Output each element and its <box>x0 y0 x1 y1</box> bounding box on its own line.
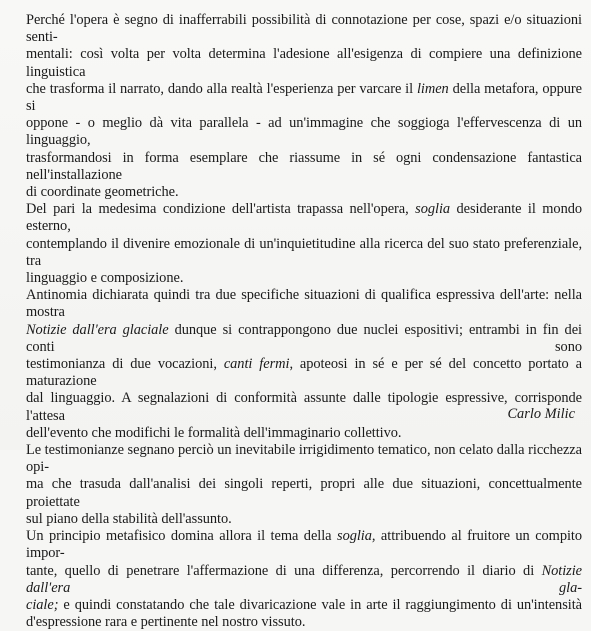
paragraph <box>26 287 582 442</box>
italic-text: Notizie dall'era glaciale <box>26 321 169 338</box>
text-line <box>26 614 582 631</box>
text-line <box>26 390 582 424</box>
text-line <box>26 184 582 201</box>
text-run: ma che trasuda dall'analisi dei singoli reperti, propri alle due situazioni, concettualmente proiettate <box>26 476 582 510</box>
text-run: di coordinate geometriche. <box>26 184 179 201</box>
text-line <box>26 597 582 614</box>
text-run: dal linguaggio. A segnalazioni di conformità assunte dalle tipologie espressive, corrisponde l'attesa <box>26 390 582 424</box>
text-line <box>26 356 582 390</box>
text-line <box>26 150 582 184</box>
text-run: Antinomia dichiarata quindi tra due specifiche situazioni di qualifica espressiva dell'arte: nella mostra <box>26 287 582 321</box>
author-signature: Carlo Milic <box>507 406 575 422</box>
italic-text: canti fermi <box>223 356 290 373</box>
italic-text: soglia, <box>337 528 376 545</box>
text-line <box>26 322 582 356</box>
italic-text: soglia <box>415 201 451 218</box>
text-line <box>26 476 582 510</box>
text-line <box>26 563 582 597</box>
text-line <box>26 115 582 149</box>
text-run: d'espressione rara e pertinente nel nostro vissuto. <box>26 614 306 631</box>
text-run: oppone - o meglio dà vita parallela - ad un'immagine che soggioga l'effervescenza di un linguaggio, <box>26 115 582 149</box>
text-run: , apoteosi in sé e per sé del concetto portato a maturazione <box>26 356 582 390</box>
text-run: Le testimonianze segnano perciò un inevitabile irrigidimento tematico, non celato dalla ricchezza opi- <box>26 442 582 476</box>
paragraph <box>26 201 582 287</box>
text-line <box>26 511 582 528</box>
text-run: Un principio metafisico domina allora il tema della <box>26 528 338 545</box>
italic-text: limen <box>416 80 449 97</box>
text-run: dell'evento che modifichi le formalità dell'immaginario collettivo. <box>26 424 402 441</box>
text-line <box>26 425 582 442</box>
italic-text: Notizie dall'era gla- <box>26 562 582 596</box>
text-run: tante, quello di penetrare l'affermazione di una differenza, percorrendo il diario di <box>26 562 542 579</box>
paragraph <box>26 12 582 201</box>
text-run: Del pari la medesima condizione dell'artista trapassa nell'opera, <box>26 201 416 218</box>
paragraph <box>26 442 582 528</box>
text-run: contemplando il divenire emozionale di un'inquietitudine alla ricerca del suo stato preferenziale, tra <box>26 235 582 269</box>
text-run: desiderante il mondo esterno, <box>26 201 582 235</box>
text-run: della metafora, oppure si <box>26 80 582 115</box>
text-line <box>26 12 582 46</box>
text-run: e quindi constatando che tale divaricazione vale in arte il raggiungimento di un'intensità <box>58 596 582 613</box>
text-run: linguaggio e composizione. <box>26 270 184 287</box>
text-run: attribuendo al fruitore un compito impor- <box>26 528 583 562</box>
text-line <box>26 201 582 235</box>
text-run: sul piano della stabilità dell'assunto. <box>26 510 232 527</box>
text-line <box>26 287 582 321</box>
text-line <box>26 442 582 476</box>
paragraph <box>26 528 582 631</box>
text-run: che trasforma il narrato, dando alla realtà l'esperienza per varcare il <box>26 80 417 97</box>
text-run: Perché l'opera è segno di inafferrabili possibilità di connotazione per cose, spazi e/o situazioni senti- <box>26 12 582 46</box>
text-run: trasformandosi in forma esemplare che riassume in sé ogni condensazione fantastica nell'installazione <box>26 149 582 183</box>
text-line <box>26 528 582 562</box>
text-line <box>26 81 582 115</box>
essay-body <box>26 12 582 631</box>
italic-text: ciale; <box>26 596 59 613</box>
text-line <box>26 270 582 287</box>
text-line <box>26 46 582 80</box>
text-run: testimonianza di due vocazioni, <box>26 356 224 373</box>
text-run: dunque si contrappongono due nuclei espositivi; entrambi in fin dei conti sono <box>26 321 582 355</box>
text-line <box>26 236 582 270</box>
text-run: mentali: così volta per volta determina l'adesione all'esigenza di compiere una definizione linguistica <box>26 46 582 80</box>
